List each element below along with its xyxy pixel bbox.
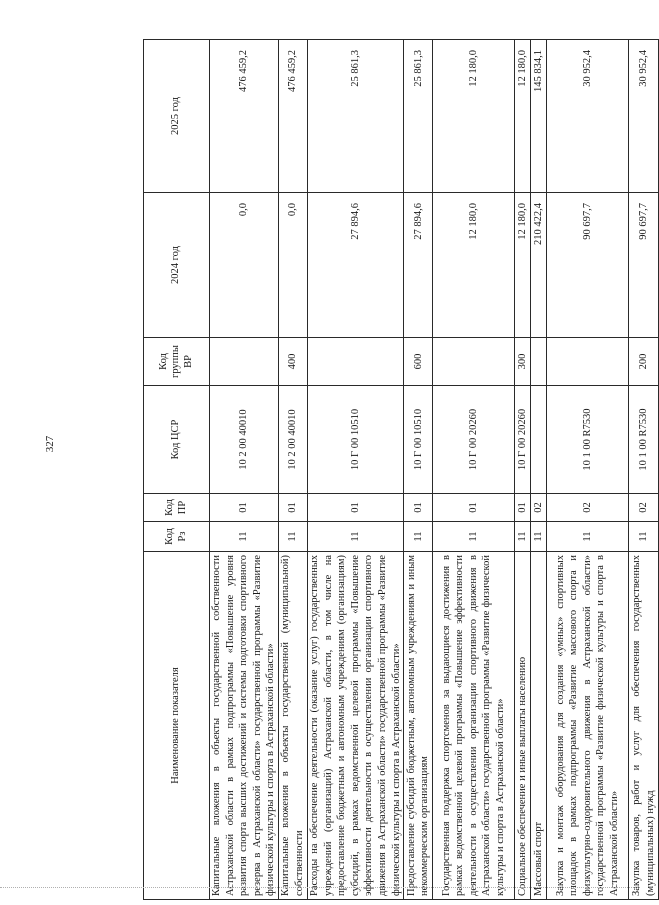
cell-vr — [210, 338, 279, 386]
cell-pr: 02 — [531, 494, 547, 522]
cell-vr — [547, 338, 629, 386]
cell-csr: 10 Г 00 20260 — [515, 386, 531, 494]
budget-table — [143, 39, 659, 900]
cell-vr — [307, 338, 403, 386]
cell-csr: 10 2 00 40010 — [278, 386, 307, 494]
cell-name: Расходы на обеспечение деятельности (оказание услуг) государственных учреждений (организаций) Астраханской области, в том числе на предоставление бюджетным и автономным учреждениям (организациям) субсидий, в рамках ведомственной целевой программы «Повышение эффективности деятельности в осуществлении организации спортивного движения в Астраханской области» государственной программы «Развитие физической культуры и спорта в Астраханской области» — [307, 552, 403, 900]
table-row — [307, 40, 403, 900]
cell-pr: 01 — [210, 494, 279, 522]
cell-rz: 11 — [547, 522, 629, 552]
cell-vr — [433, 338, 515, 386]
scan-edge-divider — [0, 887, 640, 889]
table-row — [433, 40, 515, 900]
cell-rz: 11 — [433, 522, 515, 552]
cell-2024: 0,0 — [210, 193, 279, 338]
table-row — [629, 40, 659, 900]
header-pr: Код ПР — [144, 494, 210, 522]
header-name: Наименование показателя — [144, 552, 210, 900]
cell-pr: 01 — [433, 494, 515, 522]
cell-pr: 01 — [515, 494, 531, 522]
cell-name: Закупка товаров, работ и услуг для обеспечения государственных (муниципальных) нужд — [629, 552, 659, 900]
cell-2025: 476 459,2 — [210, 40, 279, 193]
cell-2025: 145 834,1 — [531, 40, 547, 193]
header-2024: 2024 год — [144, 193, 210, 338]
cell-pr: 01 — [278, 494, 307, 522]
cell-2024: 90 697,7 — [629, 193, 659, 338]
cell-vr: 200 — [629, 338, 659, 386]
table-row — [404, 40, 433, 900]
page-number: 327 — [44, 435, 56, 453]
table-row — [531, 40, 547, 900]
cell-name: Социальное обеспечение и иные выплаты населению — [515, 552, 531, 900]
cell-csr — [531, 386, 547, 494]
cell-rz: 11 — [210, 522, 279, 552]
header-2025: 2025 год — [144, 40, 210, 193]
cell-csr: 10 1 00 R7530 — [547, 386, 629, 494]
cell-rz: 11 — [307, 522, 403, 552]
cell-2024: 90 697,7 — [547, 193, 629, 338]
cell-2025: 30 952,4 — [547, 40, 629, 193]
cell-csr: 10 Г 00 20260 — [433, 386, 515, 494]
header-csr: Код ЦСР — [144, 386, 210, 494]
table-row — [210, 40, 279, 900]
cell-2024: 0,0 — [278, 193, 307, 338]
cell-name: Массовый спорт — [531, 552, 547, 900]
cell-2025: 476 459,2 — [278, 40, 307, 193]
cell-2024: 12 180,0 — [433, 193, 515, 338]
cell-pr: 01 — [404, 494, 433, 522]
cell-csr: 10 1 00 R7530 — [629, 386, 659, 494]
table-row — [515, 40, 531, 900]
cell-pr: 02 — [629, 494, 659, 522]
table-row — [547, 40, 629, 900]
cell-vr: 300 — [515, 338, 531, 386]
cell-2025: 30 952,4 — [629, 40, 659, 193]
header-vr: Код группы ВР — [144, 338, 210, 386]
cell-2024: 12 180,0 — [515, 193, 531, 338]
cell-2025: 25 861,3 — [404, 40, 433, 193]
header-row — [144, 40, 210, 900]
cell-2024: 210 422,4 — [531, 193, 547, 338]
cell-rz: 11 — [404, 522, 433, 552]
cell-pr: 01 — [307, 494, 403, 522]
cell-2025: 25 861,3 — [307, 40, 403, 193]
cell-vr: 400 — [278, 338, 307, 386]
cell-name: Государственная поддержка спортсменов за выдающиеся достижения в рамках ведомственной целевой программы «Повышение эффективности деятельности в осуществлении организации спортивного движения в Астраханской области» государственной программы «Развитие физической культуры и спорта в Астраханской области» — [433, 552, 515, 900]
cell-csr: 10 2 00 40010 — [210, 386, 279, 494]
cell-csr: 10 Г 00 10510 — [404, 386, 433, 494]
cell-name: Предоставление субсидий бюджетным, автономным учреждениям и иным некоммерческим организациям — [404, 552, 433, 900]
cell-2025: 12 180,0 — [515, 40, 531, 193]
cell-name: Капитальные вложения в объекты государственной собственности Астраханской области в рамках подпрограммы «Повышение уровня развития спорта высших достижений и системы подготовки спортивного резерва в Астраханской области» государственной программы «Развитие физической культуры и спорта в Астраханской области» — [210, 552, 279, 900]
cell-2025: 12 180,0 — [433, 40, 515, 193]
cell-2024: 27 894,6 — [307, 193, 403, 338]
cell-vr: 600 — [404, 338, 433, 386]
cell-vr — [531, 338, 547, 386]
cell-csr: 10 Г 00 10510 — [307, 386, 403, 494]
cell-rz: 11 — [531, 522, 547, 552]
rotated-table-wrapper — [143, 40, 656, 900]
cell-rz: 11 — [278, 522, 307, 552]
cell-name: Капитальные вложения в объекты государственной (муниципальной) собственности — [278, 552, 307, 900]
cell-2024: 27 894,6 — [404, 193, 433, 338]
table-row — [278, 40, 307, 900]
cell-pr: 02 — [547, 494, 629, 522]
cell-rz: 11 — [629, 522, 659, 552]
cell-name: Закупка и монтаж оборудования для создания «умных» спортивных площадок в рамках подпрограммы «Развитие массового спорта и физкультурно-оздоровительного движения в Астраханской области» государственной программы «Развитие физической культуры и спорта в Астраханской области» — [547, 552, 629, 900]
header-rz: Код Рз — [144, 522, 210, 552]
cell-rz: 11 — [515, 522, 531, 552]
